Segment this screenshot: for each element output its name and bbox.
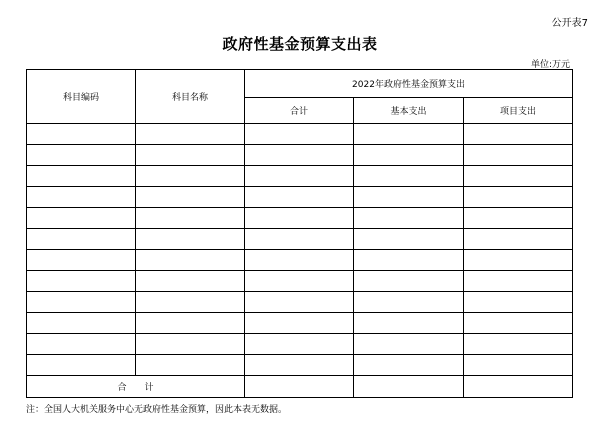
table-cell <box>464 187 573 208</box>
footnote: 注：全国人大机关服务中心无政府性基金预算，因此本表无数据。 <box>26 405 288 415</box>
total-label: 合 计 <box>27 376 245 398</box>
table-row <box>27 187 573 208</box>
table-cell <box>27 145 136 166</box>
table-cell <box>136 145 245 166</box>
table-cell <box>27 250 136 271</box>
table-cell <box>464 334 573 355</box>
table-row <box>27 229 573 250</box>
header-total: 合计 <box>245 98 354 124</box>
unit-label: 单位:万元 <box>530 60 570 70</box>
table-cell <box>27 124 136 145</box>
table-cell <box>245 208 354 229</box>
header-project-expenditure: 项目支出 <box>464 98 573 124</box>
table-cell <box>27 271 136 292</box>
table-cell <box>354 355 464 376</box>
table-cell <box>354 166 464 187</box>
table-cell <box>136 166 245 187</box>
table-cell <box>464 313 573 334</box>
table-cell <box>354 271 464 292</box>
table-cell <box>27 292 136 313</box>
header-subject-code: 科目编码 <box>27 70 136 124</box>
table-cell <box>354 334 464 355</box>
table-row <box>27 166 573 187</box>
table-cell <box>464 145 573 166</box>
table-row <box>27 355 573 376</box>
table-cell <box>464 292 573 313</box>
page-title: 政府性基金预算支出表 <box>222 35 378 53</box>
table-cell <box>245 271 354 292</box>
table-cell <box>136 355 245 376</box>
table-cell <box>136 313 245 334</box>
fund-expenditure-table <box>26 69 573 398</box>
table-cell <box>245 250 354 271</box>
table-cell <box>464 124 573 145</box>
table-cell <box>464 271 573 292</box>
table-cell <box>464 250 573 271</box>
table-cell <box>464 208 573 229</box>
table-cell <box>27 229 136 250</box>
table-cell <box>464 229 573 250</box>
table-cell <box>245 376 354 398</box>
table-cell <box>354 208 464 229</box>
table-cell <box>27 313 136 334</box>
total-row <box>27 376 573 398</box>
table-row <box>27 145 573 166</box>
table-cell <box>464 376 573 398</box>
table-cell <box>27 355 136 376</box>
table-cell <box>136 187 245 208</box>
table-cell <box>136 292 245 313</box>
table-row <box>27 292 573 313</box>
table-cell <box>136 208 245 229</box>
header-basic-expenditure: 基本支出 <box>354 98 464 124</box>
table-cell <box>354 145 464 166</box>
table-cell <box>136 271 245 292</box>
table-cell <box>464 355 573 376</box>
table-cell <box>27 187 136 208</box>
header-subject-name: 科目名称 <box>136 70 245 124</box>
table-cell <box>245 187 354 208</box>
table-cell <box>245 355 354 376</box>
table-row <box>27 334 573 355</box>
table-cell <box>354 187 464 208</box>
table-cell <box>245 166 354 187</box>
table-cell <box>354 229 464 250</box>
table-cell <box>354 250 464 271</box>
table-cell <box>136 250 245 271</box>
header-group-expenditure: 2022年政府性基金预算支出 <box>245 70 573 98</box>
table-cell <box>245 145 354 166</box>
table-cell <box>354 376 464 398</box>
table-cell <box>245 334 354 355</box>
form-number: 公开表7 <box>551 18 588 29</box>
table-cell <box>27 334 136 355</box>
table-cell <box>136 334 245 355</box>
table-cell <box>354 313 464 334</box>
table-cell <box>136 124 245 145</box>
table-cell <box>245 124 354 145</box>
table-cell <box>464 166 573 187</box>
table-cell <box>27 208 136 229</box>
table-cell <box>245 292 354 313</box>
table-row <box>27 124 573 145</box>
table-row <box>27 313 573 334</box>
table-row <box>27 208 573 229</box>
table-cell <box>354 124 464 145</box>
table-row <box>27 250 573 271</box>
table-cell <box>245 229 354 250</box>
table-cell <box>354 292 464 313</box>
header-row-1 <box>27 70 573 98</box>
table-cell <box>136 229 245 250</box>
table-row <box>27 271 573 292</box>
table-cell <box>27 166 136 187</box>
table-cell <box>245 313 354 334</box>
